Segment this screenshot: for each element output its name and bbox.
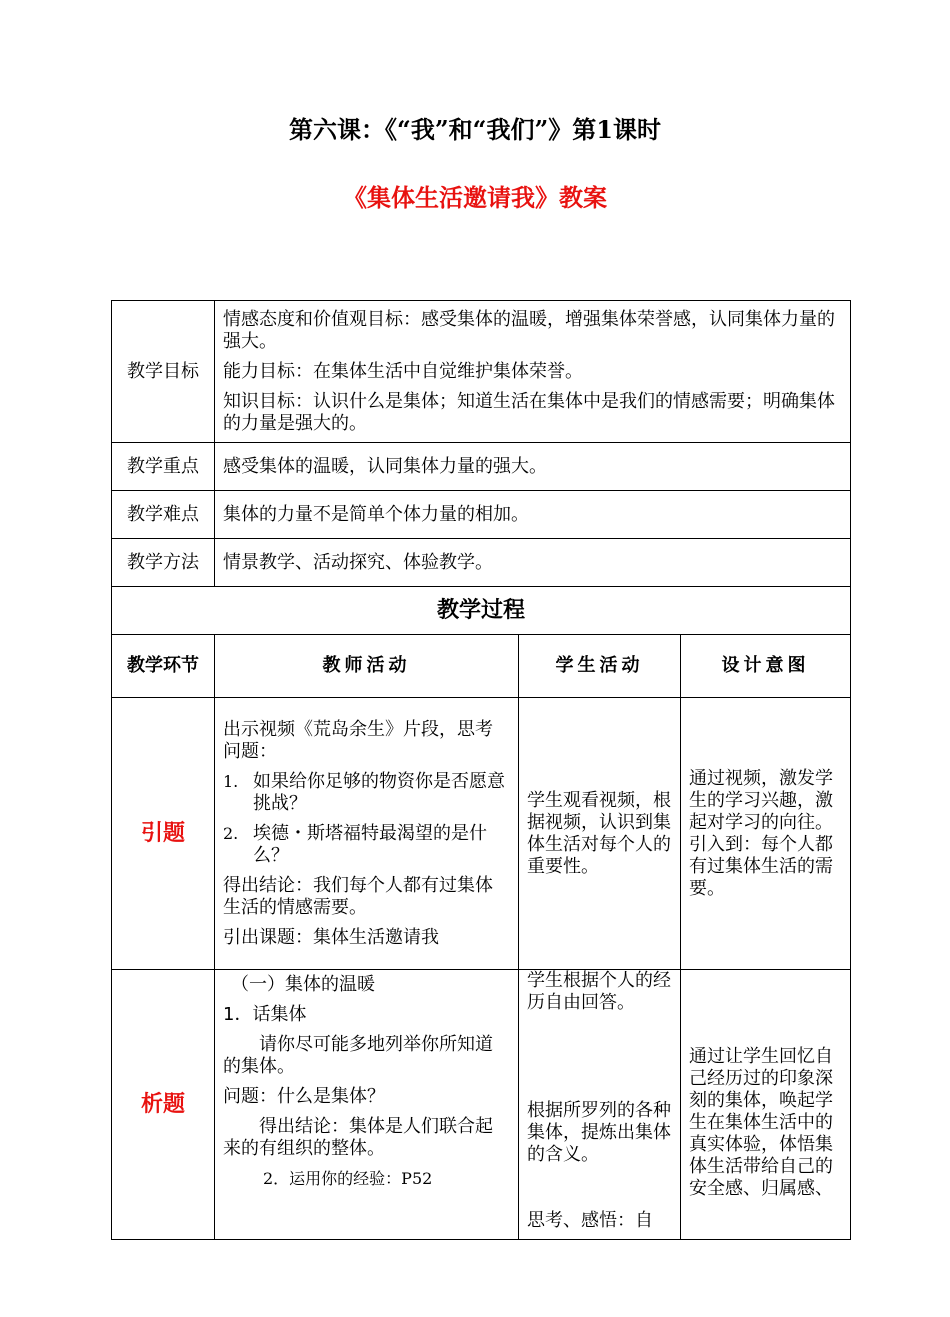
intro-conclusion: 得出结论：我们每个人都有过集体生活的情感需要。 [223,874,493,918]
intro-video-line: 出示视频《荒岛余生》片段，思考问题： [223,718,493,762]
process-title-row [112,587,851,635]
analysis-student-reflect: 思考、感悟：自 [527,1210,653,1231]
lesson-title: 第六课：《“我”和“我们”》第1课时 [289,115,661,144]
analysis-stage: 析题 [112,970,215,1240]
goal-ability: 能力目标：在集体生活中自觉维护集体荣誉。 [223,360,583,382]
analysis-task: 请你尽可能多地列举你所知道的集体。 [223,1034,493,1077]
intro-row [112,698,851,970]
intro-question-1: 1. 如果给你足够的物资你是否愿意挑战？ [223,770,505,814]
key-point-text: 感受集体的温暖，认同集体力量的强大。 [215,443,851,491]
analysis-conclusion: 得出结论：集体是人们联合起来的有组织的整体。 [223,1116,493,1159]
key-point-label: 教学重点 [112,443,215,491]
analysis-sub1: 1．话集体 [223,1004,307,1025]
difficulty-label: 教学难点 [112,491,215,539]
analysis-student-summary: 根据所罗列的各种集体，提炼出集体的含义。 [527,1100,671,1165]
lesson-subtitle: 《集体生活邀请我》教案 [343,184,607,212]
question-number: 2. [223,823,239,843]
column-header-intent: 设计意图 [681,635,851,698]
analysis-intent [681,970,851,1240]
key-point-row [112,443,851,491]
goals-row [112,301,851,443]
process-title: 教学过程 [112,587,851,635]
analysis-student [519,970,681,1240]
difficulty-text: 集体的力量不是简单个体力量的相加。 [215,491,851,539]
goal-knowledge: 知识目标：认识什么是集体；知道生活在集体中是我们的情感需要；明确集体的力量是强大的。 [223,390,835,434]
analysis-teacher [215,970,519,1240]
question-number: 1. [223,771,239,791]
method-label: 教学方法 [112,539,215,587]
intro-question-2: 2. 埃德・斯塔福特最渴望的是什么？ [223,822,487,866]
column-header-teacher: 教师活动 [215,635,519,698]
intro-teacher [215,698,519,970]
analysis-question: 问题：什么是集体？ [223,1086,385,1107]
lesson-plan-table [111,300,851,1240]
analysis-student-answer: 学生根据个人的经历自由回答。 [527,970,671,1013]
goals-label: 教学目标 [112,301,215,443]
analysis-section: （一）集体的温暖 [231,974,375,995]
column-header-student: 学生活动 [519,635,681,698]
column-header-stage: 教学环节 [112,635,215,698]
analysis-row [112,970,851,1240]
method-row [112,539,851,587]
goals-content [215,301,851,443]
analysis-intent-text: 通过让学生回忆自己经历过的印象深刻的集体，唤起学生在集体生活中的真实体验，体悟集体生活带给自己的安全感、归属感、 [689,1046,833,1199]
intro-intent: 通过视频，激发学生的学习兴趣，激起对学习的向往。引入到：每个人都有过集体生活的需要。 [681,698,851,970]
difficulty-row [112,491,851,539]
goal-emotion: 情感态度和价值观目标：感受集体的温暖，增强集体荣誉感，认同集体力量的强大。 [223,308,835,352]
analysis-sub2: 2．运用你的经验：P52 [263,1169,433,1188]
intro-student: 学生观看视频，根据视频，认识到集体生活对每个人的重要性。 [519,698,681,970]
column-header-row [112,635,851,698]
intro-stage: 引题 [112,698,215,970]
method-text: 情景教学、活动探究、体验教学。 [215,539,851,587]
intro-topic: 引出课题：集体生活邀请我 [223,926,439,948]
